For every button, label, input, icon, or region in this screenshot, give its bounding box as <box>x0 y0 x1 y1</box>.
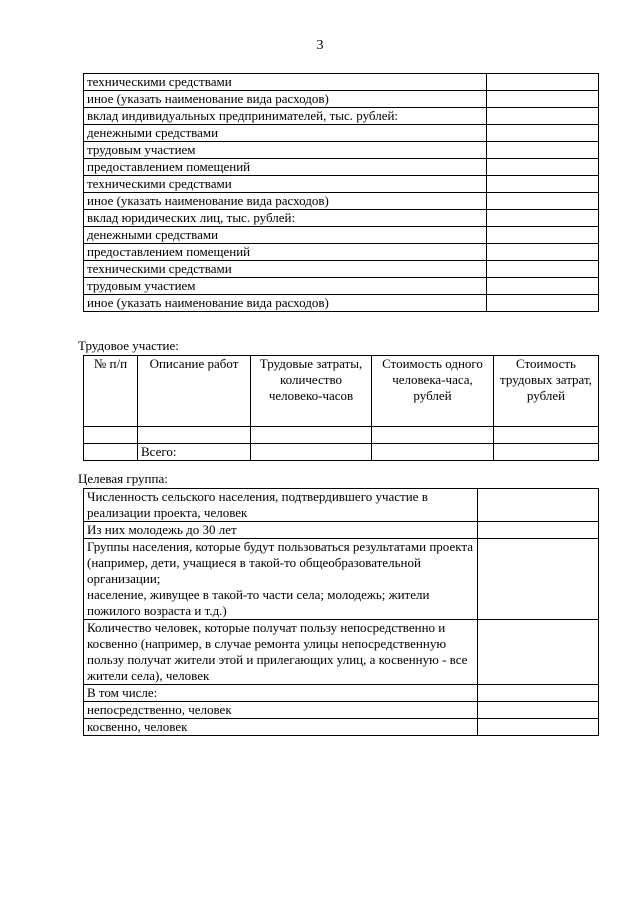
contribution-table <box>83 73 599 312</box>
row-label: вклад юридических лиц, тыс. рублей: <box>84 210 487 227</box>
row-label: техническими средствами <box>84 261 487 278</box>
table-row <box>84 108 599 125</box>
table-row <box>84 125 599 142</box>
value-cell[interactable] <box>487 74 599 91</box>
table-row <box>84 176 599 193</box>
cell[interactable] <box>138 427 251 444</box>
table-row <box>84 685 599 702</box>
table-row <box>84 522 599 539</box>
value-cell[interactable] <box>478 719 599 736</box>
labor-heading: Трудовое участие: <box>78 338 179 353</box>
row-label: вклад индивидуальных предпринимателей, тыс. рублей: <box>84 108 487 125</box>
row-label: предоставлением помещений <box>84 244 487 261</box>
value-cell[interactable] <box>487 142 599 159</box>
labor-total-row <box>84 444 599 461</box>
value-cell[interactable] <box>478 702 599 719</box>
row-label: трудовым участием <box>84 142 487 159</box>
value-cell[interactable] <box>478 620 599 685</box>
table-row <box>84 620 599 685</box>
table-row <box>84 159 599 176</box>
value-cell[interactable] <box>487 193 599 210</box>
row-label: косвенно, человек <box>84 719 478 736</box>
table-row <box>84 210 599 227</box>
row-label: непосредственно, человек <box>84 702 478 719</box>
page-number: 3 <box>316 38 324 53</box>
col-description-header: Описание работ <box>138 356 251 427</box>
col-hour-cost-header: Стоимость одного человека-часа, рублей <box>372 356 494 427</box>
row-label: трудовым участием <box>84 278 487 295</box>
cell[interactable] <box>251 427 372 444</box>
row-label: денежными средствами <box>84 227 487 244</box>
table-row <box>84 227 599 244</box>
row-label: техническими средствами <box>84 74 487 91</box>
cell[interactable] <box>84 427 138 444</box>
table-row <box>84 142 599 159</box>
cell[interactable] <box>372 427 494 444</box>
table-row <box>84 278 599 295</box>
table-row <box>84 489 599 522</box>
value-cell[interactable] <box>487 278 599 295</box>
value-cell[interactable] <box>487 244 599 261</box>
cell[interactable] <box>372 444 494 461</box>
table-row <box>84 539 599 620</box>
value-cell[interactable] <box>487 125 599 142</box>
value-cell[interactable] <box>478 685 599 702</box>
row-label: денежными средствами <box>84 125 487 142</box>
value-cell[interactable] <box>478 489 599 522</box>
table-row <box>84 244 599 261</box>
table-row <box>84 91 599 108</box>
col-total-cost-header: Стоимость трудовых затрат, рублей <box>494 356 599 427</box>
value-cell[interactable] <box>487 227 599 244</box>
cell <box>84 444 138 461</box>
target-group-table <box>83 488 599 736</box>
value-cell[interactable] <box>487 295 599 312</box>
labor-row <box>84 427 599 444</box>
value-cell[interactable] <box>487 261 599 278</box>
row-label: Группы населения, которые будут пользоваться результатами проекта (например, дети, учащиеся в такой-то общеобразовательной организации; население, живущее в такой-то части села; молодежь; жители пожилого возраста и т.д.) <box>84 539 478 620</box>
table-row <box>84 261 599 278</box>
value-cell[interactable] <box>487 108 599 125</box>
value-cell[interactable] <box>487 91 599 108</box>
value-cell[interactable] <box>487 176 599 193</box>
row-label: иное (указать наименование вида расходов) <box>84 295 487 312</box>
col-number-header: № п/п <box>84 356 138 427</box>
labor-table <box>83 355 599 461</box>
table-row <box>84 719 599 736</box>
total-label: Всего: <box>138 444 251 461</box>
cell[interactable] <box>494 427 599 444</box>
table-row <box>84 193 599 210</box>
value-cell[interactable] <box>487 210 599 227</box>
row-label: иное (указать наименование вида расходов) <box>84 193 487 210</box>
target-heading: Целевая группа: <box>78 471 168 486</box>
row-label: Из них молодежь до 30 лет <box>84 522 478 539</box>
table-row <box>84 702 599 719</box>
value-cell[interactable] <box>487 159 599 176</box>
labor-header-row <box>84 356 599 427</box>
row-label: техническими средствами <box>84 176 487 193</box>
row-label: предоставлением помещений <box>84 159 487 176</box>
table-row <box>84 74 599 91</box>
row-label: В том числе: <box>84 685 478 702</box>
cell[interactable] <box>251 444 372 461</box>
cell[interactable] <box>494 444 599 461</box>
row-label: Численность сельского населения, подтвердившего участие в реализации проекта, человек <box>84 489 478 522</box>
value-cell[interactable] <box>478 539 599 620</box>
row-label: Количество человек, которые получат пользу непосредственно и косвенно (например, в случае ремонта улицы непосредственную пользу получат жители этой и прилегающих улиц, а косвенную - все жители села), человек <box>84 620 478 685</box>
value-cell[interactable] <box>478 522 599 539</box>
col-hours-header: Трудовые затраты, количество человеко-часов <box>251 356 372 427</box>
row-label: иное (указать наименование вида расходов) <box>84 91 487 108</box>
table-row <box>84 295 599 312</box>
